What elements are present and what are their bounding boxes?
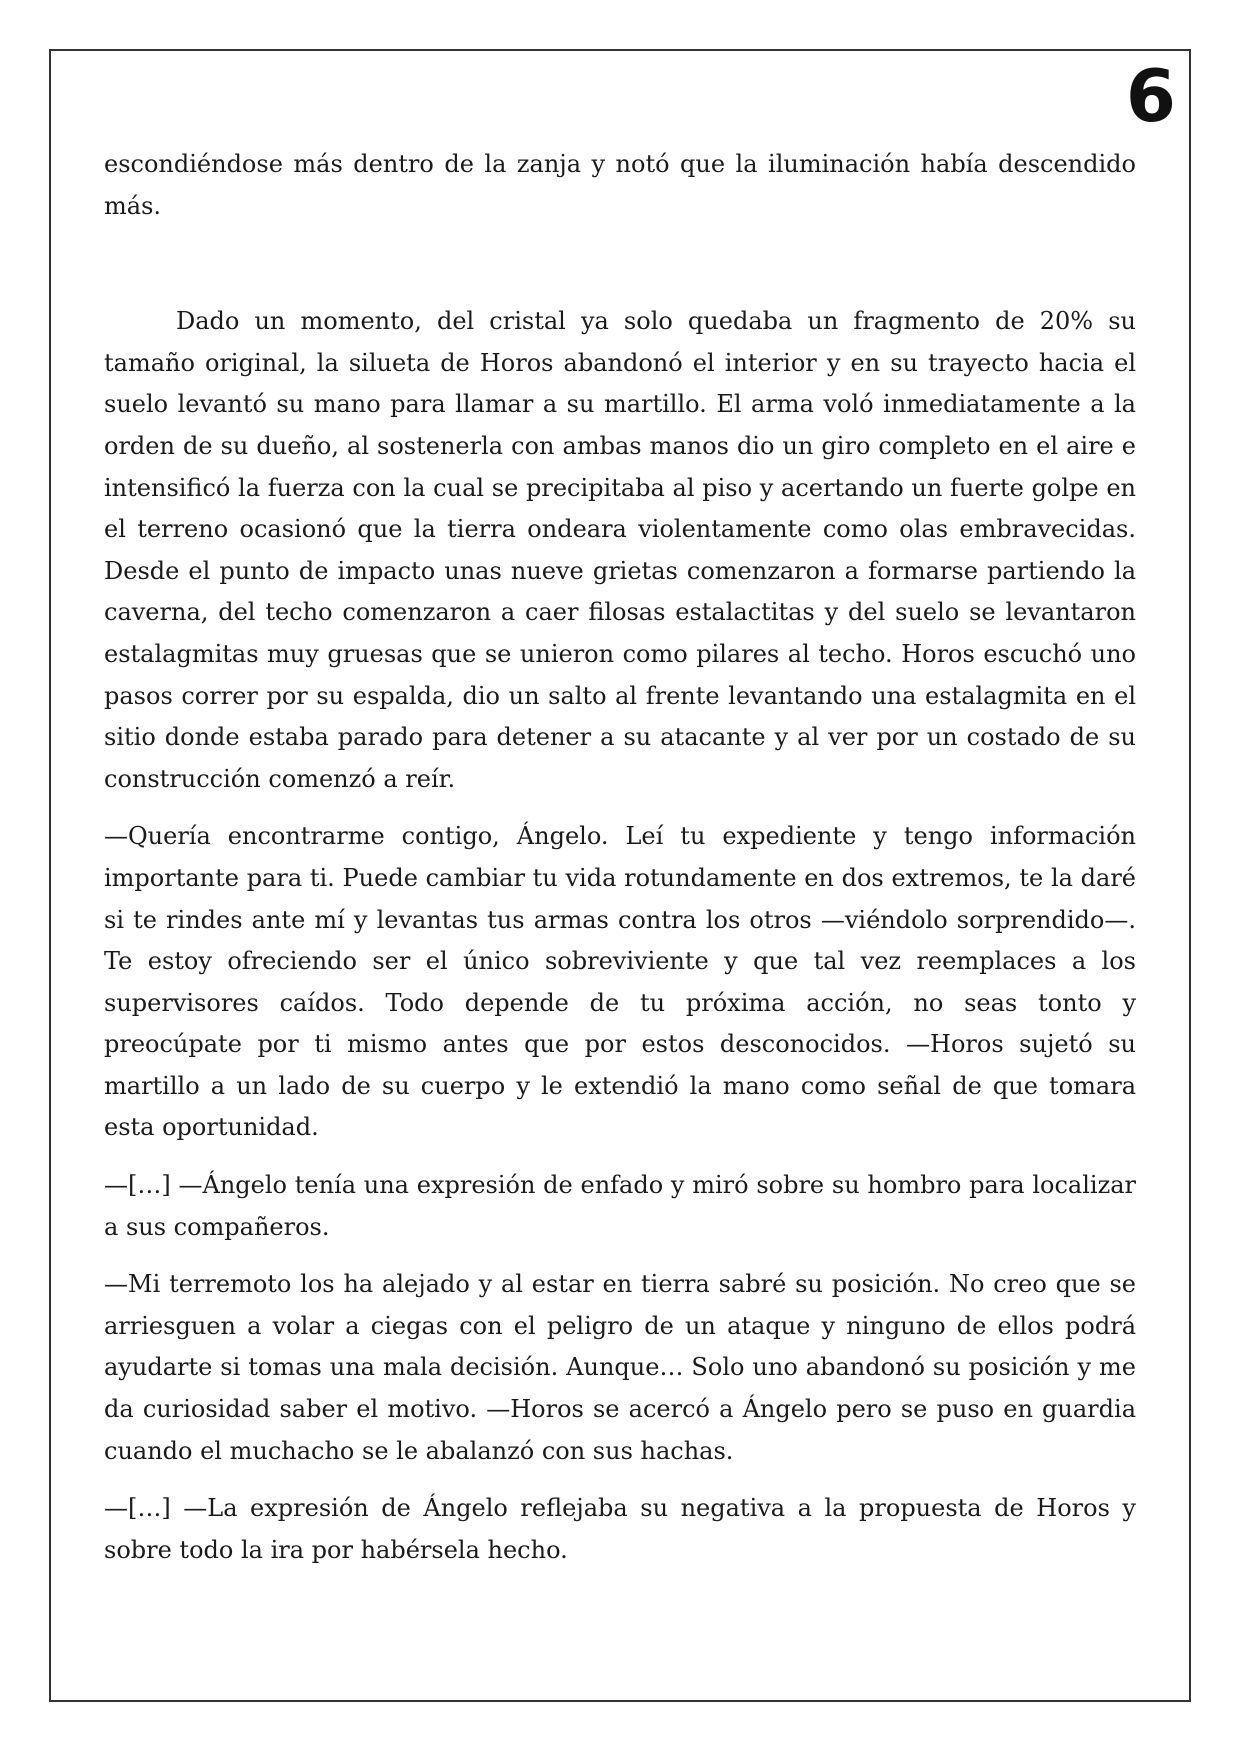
paragraph-dialogue-angelo-2: —[…] —La expresión de Ángelo reflejaba su negativa a la propuesta de Horos y sobre todo la ira por habérsela hecho. bbox=[104, 1494, 1136, 1564]
page-text bbox=[104, 144, 1136, 1587]
paragraph-continuation: escondiéndose más dentro de la zanja y notó que la iluminación había descendido más. bbox=[104, 150, 1136, 220]
paragraph-dialogue-horos: —Quería encontrarme contigo, Ángelo. Leí tu expediente y tengo información importante para ti. Puede cambiar tu vida rotundamente en dos extremos, te la daré si te rindes ante mí y levantas tus armas contra los otros —viéndolo sorprendido—. Te estoy ofreciendo ser el único sobreviviente y que tal vez reemplaces a los supervisores caídos. Todo depende de tu próxima acción, no seas tonto y preocúpate por ti mismo antes que por estos desconocidos. —Horos sujetó su martillo a un lado de su cuerpo y le extendió la mano como señal de que tomara esta oportunidad. bbox=[104, 822, 1136, 1142]
paragraph-dialogue-horos-2: —Mi terremoto los ha alejado y al estar en tierra sabré su posición. No creo que se arriesguen a volar a ciegas con el peligro de un ataque y ninguno de ellos podrá ayudarte si tomas una mala decisión. Aunque… Solo uno abandonó su posición y me da curiosidad saber el motivo. —Horos se acercó a Ángelo pero se puso en guardia cuando el muchacho se le abalanzó con sus hachas. bbox=[104, 1270, 1136, 1465]
paragraph-narrative: Dado un momento, del cristal ya solo quedaba un fragmento de 20% su tamaño original, la silueta de Horos abandonó el interior y en su trayecto hacia el suelo levantó su mano para llamar a su martillo. El arma voló inmediatamente a la orden de su dueño, al sostenerla con ambas manos dio un giro completo en el aire e intensificó la fuerza con la cual se precipitaba al piso y acertando un fuerte golpe en el terreno ocasionó que la tierra ondeara violentamente como olas embravecidas. Desde el punto de impacto unas nueve grietas comenzaron a formarse partiendo la caverna, del techo comenzaron a caer filosas estalactitas y del suelo se levantaron estalagmitas muy gruesas que se unieron como pilares al techo. Horos escuchó uno pasos correr por su espalda, dio un salto al frente levantando una estalagmita en el sitio donde estaba parado para detener a su atacante y al ver por un costado de su construcción comenzó a reír. bbox=[104, 307, 1136, 793]
paragraph-dialogue-angelo: —[…] —Ángelo tenía una expresión de enfado y miró sobre su hombro para localizar a sus compañeros. bbox=[104, 1171, 1136, 1241]
page-number: 6 bbox=[1125, 54, 1176, 138]
